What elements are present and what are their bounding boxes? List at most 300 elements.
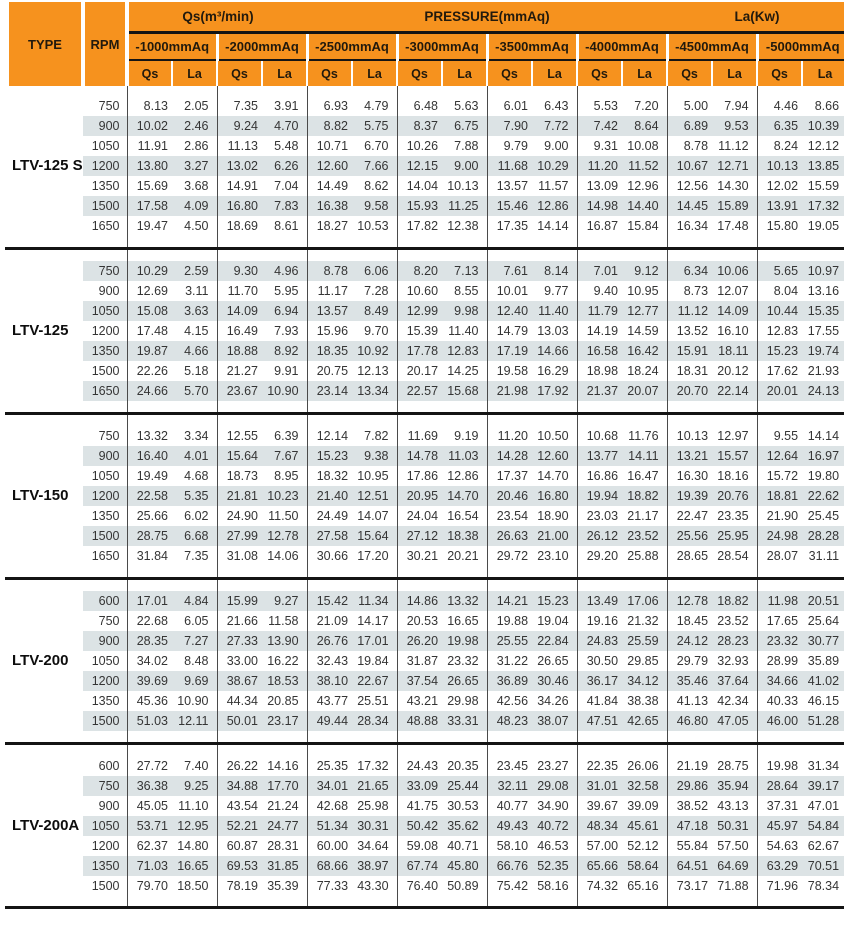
table-row: [5, 426, 844, 446]
qs-value-cell: 10.29: [127, 261, 172, 281]
la-value-cell: 11.03: [442, 446, 487, 466]
rpm-cell: 1050: [83, 301, 127, 321]
la-value-cell: 19.98: [442, 631, 487, 651]
rpm-cell: 1200: [83, 486, 127, 506]
separator-cell: [667, 731, 712, 744]
qs-value-cell: 8.78: [307, 261, 352, 281]
qs-value-cell: 8.37: [397, 116, 442, 136]
separator-cell: [352, 566, 397, 579]
qs-value-cell: 19.88: [487, 611, 532, 631]
table-row: [5, 341, 844, 361]
qs-value-cell: 41.84: [577, 691, 622, 711]
qs-value-cell: 9.55: [757, 426, 802, 446]
separator-cell: [307, 566, 352, 579]
separator-cell: [712, 86, 757, 96]
la-value-cell: 17.70: [262, 776, 307, 796]
la-value-cell: 21.17: [627, 509, 659, 523]
qs-value-cell: 16.40: [127, 446, 172, 466]
qs-value-cell: 7.35: [217, 96, 262, 116]
qs-value-cell: 74.32: [577, 876, 622, 896]
qs-value-cell: 37.54: [397, 671, 442, 691]
table-row: [5, 96, 844, 116]
qs-value-cell: 7.90: [487, 116, 532, 136]
separator-cell: [802, 414, 844, 427]
la-value-cell: 6.39: [274, 429, 299, 443]
qs-value-cell: 23.14: [307, 381, 352, 401]
la-value-cell: 7.40: [184, 759, 209, 773]
qs-value-cell: 17.37: [487, 466, 532, 486]
qs-value-cell: 43.77: [307, 691, 352, 711]
qs-value-cell: 43.54: [217, 796, 262, 816]
qs-value-cell: 41.75: [397, 796, 442, 816]
qs-value-cell: 19.87: [127, 341, 172, 361]
la-value-cell: 18.16: [717, 469, 749, 483]
separator-cell: [532, 744, 577, 757]
qs-value-cell: 6.34: [667, 261, 712, 281]
la-value-cell: 64.69: [712, 856, 757, 876]
separator-cell: [5, 744, 83, 757]
type-cell: LTV-200: [5, 591, 83, 731]
qs-sub-header: Qs: [577, 60, 622, 86]
rpm-cell: 1650: [83, 381, 127, 401]
rpm-cell: 1500: [83, 711, 127, 731]
qs-value-cell: 21.27: [217, 361, 262, 381]
la-value-cell: 14.17: [357, 614, 389, 628]
separator-cell: [667, 744, 712, 757]
qs-value-cell: 34.01: [307, 776, 352, 796]
separator-cell: [127, 896, 172, 908]
la-value-cell: 18.11: [712, 341, 757, 361]
la-value-cell: 6.26: [262, 156, 307, 176]
qs-value-cell: 20.53: [397, 611, 442, 631]
separator-cell: [127, 579, 172, 592]
separator-cell: [442, 401, 487, 414]
separator-cell: [442, 414, 487, 427]
la-value-cell: 3.91: [274, 99, 299, 113]
qs-value-cell: 16.80: [217, 196, 262, 216]
qs-value-cell: 36.38: [127, 776, 172, 796]
qs-value-cell: 18.98: [577, 361, 622, 381]
qs-value-cell: 26.12: [577, 526, 622, 546]
la-value-cell: 18.82: [622, 486, 667, 506]
la-value-cell: 11.10: [178, 799, 209, 813]
la-value-cell: 35.62: [442, 816, 487, 836]
qs-value-cell: 31.22: [487, 651, 532, 671]
separator-cell: [577, 414, 622, 427]
la-value-cell: 14.70: [537, 469, 569, 483]
type-header: TYPE: [5, 2, 83, 86]
la-value-cell: 7.04: [274, 179, 299, 193]
separator-cell: [577, 744, 622, 757]
qs-value-cell: 11.20: [487, 426, 532, 446]
la-value-cell: 8.92: [262, 341, 307, 361]
qs-value-cell: 23.45: [487, 756, 532, 776]
table-row: [5, 281, 844, 301]
la-value-cell: 30.53: [447, 799, 479, 813]
qs-value-cell: 8.73: [667, 281, 712, 301]
la-value-cell: 52.35: [532, 856, 577, 876]
separator-cell: [487, 896, 532, 908]
la-value-cell: 8.55: [454, 284, 479, 298]
rpm-cell: 900: [83, 116, 127, 136]
qs-value-cell: 31.87: [397, 651, 442, 671]
separator-row: [5, 249, 844, 262]
la-value-cell: 15.89: [712, 196, 757, 216]
qs-value-cell: 16.34: [667, 216, 712, 236]
qs-value-cell: 43.21: [397, 691, 442, 711]
separator-cell: [172, 236, 217, 249]
separator-cell: [397, 86, 442, 96]
separator-cell: [487, 236, 532, 249]
qs-sub-header: Qs: [127, 60, 172, 86]
la-value-cell: 29.98: [447, 694, 479, 708]
la-value-cell: 11.76: [628, 429, 659, 443]
table-row: [5, 216, 844, 236]
la-value-cell: 52.12: [627, 839, 659, 853]
la-value-cell: 14.14: [537, 219, 569, 233]
la-value-cell: 9.12: [622, 261, 667, 281]
separator-cell: [802, 579, 844, 592]
type-cell: LTV-125 S: [5, 96, 83, 236]
separator-cell: [442, 86, 487, 96]
qs-value-cell: 20.46: [487, 486, 532, 506]
la-value-cell: 14.14: [807, 429, 840, 443]
qs-value-cell: 6.89: [667, 116, 712, 136]
qs-value-cell: 24.04: [397, 506, 442, 526]
la-value-cell: 12.51: [352, 486, 397, 506]
la-sub-header: La: [802, 60, 844, 86]
qs-value-cell: 11.79: [577, 301, 622, 321]
la-value-cell: 26.06: [627, 759, 659, 773]
la-value-cell: 25.98: [357, 799, 389, 813]
qs-value-cell: 22.58: [127, 486, 172, 506]
qs-value-cell: 52.21: [217, 816, 262, 836]
la-value-cell: 39.17: [802, 776, 844, 796]
la-value-cell: 18.38: [442, 526, 487, 546]
qs-value-cell: 13.91: [757, 196, 802, 216]
pressure-column-header: -1000mmAq: [127, 32, 217, 60]
separator-cell: [622, 86, 667, 96]
qs-value-cell: 26.76: [307, 631, 352, 651]
separator-cell: [172, 744, 217, 757]
separator-cell: [5, 731, 83, 744]
la-value-cell: 43.30: [357, 879, 389, 893]
separator-cell: [712, 731, 757, 744]
la-value-cell: 8.62: [364, 179, 389, 193]
la-sub-header: La: [532, 60, 577, 86]
la-value-cell: 13.32: [442, 591, 487, 611]
la-value-cell: 46.53: [537, 839, 569, 853]
separator-cell: [442, 896, 487, 908]
qs-value-cell: 20.01: [757, 381, 802, 401]
la-value-cell: 2.86: [184, 139, 209, 153]
la-value-cell: 15.57: [712, 446, 757, 466]
qs-value-cell: 12.99: [397, 301, 442, 321]
rpm-cell: 1500: [83, 196, 127, 216]
la-value-cell: 38.97: [352, 856, 397, 876]
table-row: [5, 486, 844, 506]
separator-cell: [487, 744, 532, 757]
qs-value-cell: 45.36: [127, 691, 172, 711]
qs-value-cell: 50.01: [217, 711, 262, 731]
la-value-cell: 2.05: [184, 99, 209, 113]
la-value-cell: 9.58: [352, 196, 397, 216]
separator-cell: [757, 731, 802, 744]
qs-value-cell: 27.58: [307, 526, 352, 546]
qs-value-cell: 33.09: [397, 776, 442, 796]
la-sub-header: La: [622, 60, 667, 86]
la-value-cell: 28.31: [267, 839, 299, 853]
separator-cell: [532, 566, 577, 579]
la-value-cell: 7.66: [352, 156, 397, 176]
separator-cell: [262, 731, 307, 744]
separator-cell: [667, 401, 712, 414]
separator-cell: [83, 566, 127, 579]
la-value-cell: 28.23: [712, 631, 757, 651]
la-value-cell: 21.24: [267, 799, 299, 813]
qs-value-cell: 66.76: [487, 856, 532, 876]
qs-value-cell: 60.87: [217, 836, 262, 856]
blower-performance-table: [1, 2, 844, 909]
separator-cell: [127, 566, 172, 579]
la-value-cell: 5.95: [274, 284, 299, 298]
qs-value-cell: 16.87: [577, 216, 622, 236]
qs-value-cell: 28.35: [127, 631, 172, 651]
qs-value-cell: 17.01: [127, 591, 172, 611]
separator-cell: [442, 566, 487, 579]
la-value-cell: 9.19: [454, 429, 479, 443]
la-value-cell: 12.78: [262, 526, 307, 546]
la-value-cell: 11.58: [268, 614, 299, 628]
separator-cell: [667, 566, 712, 579]
qs-value-cell: 13.09: [577, 176, 622, 196]
la-value-cell: 11.12: [718, 139, 749, 153]
qs-value-cell: 45.05: [127, 796, 172, 816]
qs-value-cell: 13.49: [577, 591, 622, 611]
separator-cell: [262, 249, 307, 262]
pressure-column-header: -5000mmAq: [757, 32, 844, 60]
qs-value-cell: 11.17: [307, 281, 352, 301]
la-value-cell: 62.67: [807, 839, 840, 853]
la-value-cell: 35.39: [267, 879, 299, 893]
separator-cell: [442, 744, 487, 757]
la-value-cell: 30.31: [352, 816, 397, 836]
qs-value-cell: 18.27: [307, 216, 352, 236]
la-value-cell: 9.27: [262, 591, 307, 611]
la-value-cell: 14.09: [712, 301, 757, 321]
qs-value-cell: 45.97: [757, 816, 802, 836]
separator-cell: [802, 566, 844, 579]
qs-value-cell: 17.62: [757, 361, 802, 381]
qs-value-cell: 22.68: [127, 611, 172, 631]
qs-value-cell: 39.67: [577, 796, 622, 816]
type-block: [5, 756, 844, 896]
la-value-cell: 15.64: [352, 526, 397, 546]
separator-cell: [757, 414, 802, 427]
qs-value-cell: 24.83: [577, 631, 622, 651]
la-value-cell: 12.12: [807, 139, 840, 153]
la-value-cell: 37.64: [712, 671, 757, 691]
qs-value-cell: 4.46: [757, 96, 802, 116]
pressure-column-header: -3000mmAq: [397, 32, 487, 60]
qs-sub-header: Qs: [307, 60, 352, 86]
separator-cell: [127, 86, 172, 96]
qs-value-cell: 30.21: [397, 546, 442, 566]
separator-cell: [622, 414, 667, 427]
separator-cell: [667, 414, 712, 427]
qs-value-cell: 14.28: [487, 446, 532, 466]
qs-value-cell: 14.21: [487, 591, 532, 611]
qs-value-cell: 12.55: [217, 426, 262, 446]
qs-value-cell: 25.35: [307, 756, 352, 776]
rpm-cell: 1650: [91, 219, 120, 233]
separator-cell: [352, 249, 397, 262]
la-value-cell: 22.62: [802, 486, 844, 506]
rpm-cell: 1050: [91, 139, 120, 153]
qs-value-cell: 28.65: [667, 546, 712, 566]
la-value-cell: 7.82: [364, 429, 389, 443]
separator-cell: [622, 249, 667, 262]
qs-value-cell: 11.13: [217, 136, 262, 156]
la-value-cell: 6.70: [364, 139, 389, 153]
separator-cell: [577, 86, 622, 96]
separator-cell: [307, 731, 352, 744]
la-value-cell: 9.00: [442, 156, 487, 176]
separator-cell: [307, 414, 352, 427]
qs-value-cell: 37.31: [757, 796, 802, 816]
la-value-cell: 7.67: [262, 446, 307, 466]
qs-value-cell: 65.66: [577, 856, 622, 876]
qs-value-cell: 11.91: [127, 136, 172, 156]
separator-cell: [217, 896, 262, 908]
la-value-cell: 17.32: [802, 196, 844, 216]
separator-cell: [5, 401, 83, 414]
separator-cell: [397, 731, 442, 744]
la-value-cell: 10.53: [357, 219, 389, 233]
qs-value-cell: 17.35: [487, 216, 532, 236]
separator-row: [5, 731, 844, 744]
la-value-cell: 65.16: [627, 879, 659, 893]
table-row: [5, 466, 844, 486]
separator-cell: [127, 744, 172, 757]
la-value-cell: 10.90: [177, 694, 209, 708]
qs-value-cell: 29.79: [667, 651, 712, 671]
qs-value-cell: 24.98: [757, 526, 802, 546]
la-value-cell: 11.40: [448, 324, 479, 338]
la-value-cell: 30.77: [802, 631, 844, 651]
qs-value-cell: 11.68: [487, 156, 532, 176]
qs-value-cell: 31.84: [127, 546, 172, 566]
la-value-cell: 14.30: [717, 179, 749, 193]
la-value-cell: 4.70: [262, 116, 307, 136]
la-value-cell: 11.40: [532, 301, 577, 321]
qs-value-cell: 62.37: [127, 836, 172, 856]
la-value-cell: 4.96: [262, 261, 307, 281]
separator-row: [5, 236, 844, 249]
separator-cell: [172, 401, 217, 414]
la-value-cell: 20.85: [267, 694, 299, 708]
la-value-cell: 5.48: [274, 139, 299, 153]
la-value-cell: 6.43: [544, 99, 569, 113]
rpm-cell: 1050: [83, 816, 127, 836]
la-value-cell: 13.03: [537, 324, 569, 338]
la-value-cell: 19.04: [537, 614, 569, 628]
separator-cell: [802, 401, 844, 414]
qs-value-cell: 25.55: [487, 631, 532, 651]
qs-value-cell: 9.30: [217, 261, 262, 281]
qs-value-cell: 17.65: [757, 611, 802, 631]
qs-value-cell: 18.45: [667, 611, 712, 631]
qs-value-cell: 5.53: [577, 96, 622, 116]
qs-value-cell: 29.72: [487, 546, 532, 566]
separator-cell: [172, 249, 217, 262]
la-value-cell: 7.88: [454, 139, 479, 153]
qs-value-cell: 24.43: [397, 756, 442, 776]
la-value-cell: 11.57: [538, 179, 569, 193]
rpm-cell: 600: [83, 591, 127, 611]
qs-value-cell: 18.88: [217, 341, 262, 361]
qs-value-cell: 10.02: [127, 116, 172, 136]
la-value-cell: 25.64: [807, 614, 840, 628]
block-separator: [5, 401, 844, 426]
la-value-cell: 25.44: [442, 776, 487, 796]
qs-value-cell: 8.20: [397, 261, 442, 281]
la-value-cell: 22.14: [712, 381, 757, 401]
qs-value-cell: 19.94: [577, 486, 622, 506]
qs-value-cell: 23.03: [577, 506, 622, 526]
la-value-cell: 6.02: [184, 509, 209, 523]
la-value-cell: 8.95: [274, 469, 299, 483]
separator-cell: [352, 744, 397, 757]
separator-cell: [487, 731, 532, 744]
la-value-cell: 14.40: [622, 196, 667, 216]
la-value-cell: 25.88: [627, 549, 659, 563]
qs-value-cell: 34.88: [217, 776, 262, 796]
table-row: [5, 156, 844, 176]
qs-value-cell: 48.88: [397, 711, 442, 731]
qs-value-cell: 31.01: [577, 776, 622, 796]
qs-value-cell: 22.35: [577, 756, 622, 776]
qs-value-cell: 64.51: [667, 856, 712, 876]
qs-value-cell: 36.89: [487, 671, 532, 691]
qs-value-cell: 18.69: [217, 216, 262, 236]
la-value-cell: 28.28: [802, 526, 844, 546]
la-value-cell: 7.35: [184, 549, 209, 563]
separator-cell: [802, 86, 844, 96]
separator-cell: [397, 401, 442, 414]
la-sub-header: La: [172, 60, 217, 86]
table-row: [5, 836, 844, 856]
separator-cell: [352, 731, 397, 744]
separator-cell: [487, 414, 532, 427]
rpm-cell: 900: [83, 631, 127, 651]
la-value-cell: 32.58: [622, 776, 667, 796]
qs-value-cell: 38.67: [217, 671, 262, 691]
qs-value-cell: 15.69: [127, 176, 172, 196]
la-value-cell: 57.50: [717, 839, 749, 853]
separator-cell: [352, 401, 397, 414]
separator-cell: [262, 414, 307, 427]
qs-value-cell: 19.39: [667, 486, 712, 506]
la-value-cell: 34.12: [622, 671, 667, 691]
qs-value-cell: 14.04: [397, 176, 442, 196]
separator-cell: [667, 86, 712, 96]
la-value-cell: 21.93: [807, 364, 840, 378]
la-value-cell: 2.59: [172, 261, 217, 281]
qs-value-cell: 12.56: [667, 176, 712, 196]
separator-cell: [262, 86, 307, 96]
separator-cell: [307, 249, 352, 262]
